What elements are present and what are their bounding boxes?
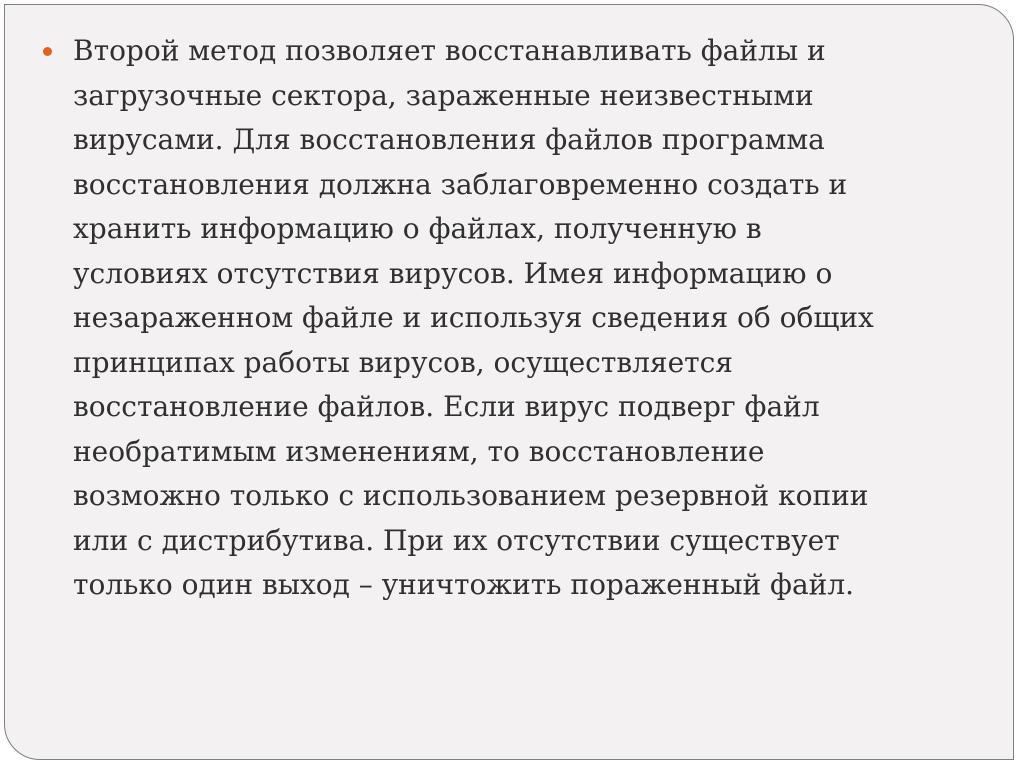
paragraph-line: необратимым изменениям, то восстановление bbox=[73, 434, 765, 468]
paragraph-line: возможно только с использованием резервной копии bbox=[73, 479, 869, 512]
paragraph-line: восстановление файлов. Если вирус подверг файл bbox=[73, 390, 820, 423]
paragraph-line: хранить информацию о файлах, полученную в bbox=[73, 212, 762, 245]
bullet-dot-icon bbox=[43, 47, 52, 56]
paragraph-line: условиях отсутствия вирусов. Имея информацию о bbox=[73, 256, 833, 290]
paragraph-line: восстановления должна заблаговременно создать и bbox=[73, 167, 848, 201]
slide-content bbox=[43, 29, 983, 608]
paragraph-line: вирусами. Для восстановления файлов программа bbox=[73, 123, 825, 156]
slide-frame bbox=[4, 4, 1014, 760]
paragraph-line: загрузочные сектора, зараженные неизвестными bbox=[73, 78, 814, 112]
bullet-item bbox=[43, 29, 983, 608]
paragraph-line: Второй метод позволяет восстанавливать файлы и bbox=[73, 34, 826, 67]
paragraph-line: принципах работы вирусов, осуществляется bbox=[73, 345, 733, 379]
bullet-paragraph bbox=[73, 29, 983, 608]
paragraph-line: незараженном файле и используя сведения об общих bbox=[73, 301, 874, 334]
paragraph-line: или с дистрибутива. При их отсутствии существует bbox=[73, 523, 840, 557]
paragraph-line: только один выход – уничтожить пораженный файл. bbox=[73, 568, 855, 601]
